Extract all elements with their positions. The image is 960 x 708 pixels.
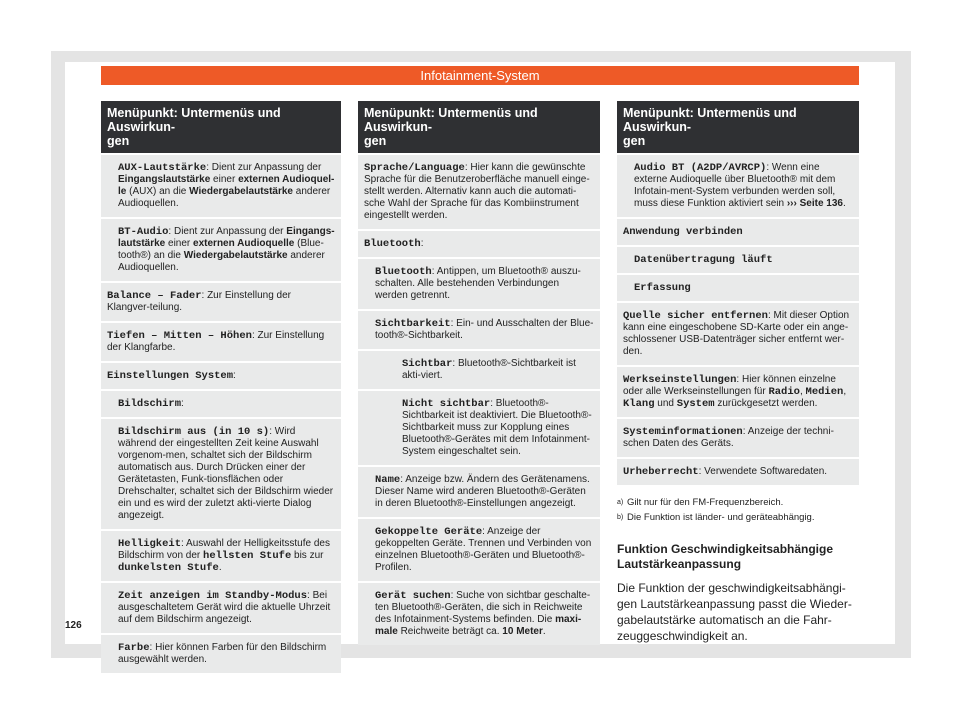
table-row: Name: Anzeige bzw. Ändern des Gerätenamens. Dieser Name wird anderen Bluetooth®-Geräten in deren Bluetooth®-Einstellungen angezeigt.	[358, 467, 600, 517]
table-row: Helligkeit: Auswahl der Helligkeitsstufe des Bildschirm von der hellsten Stufe bis zur dunkelsten Stufe.	[101, 531, 341, 581]
table-row: Sichtbar: Bluetooth®-Sichtbarkeit ist akti-viert.	[358, 351, 600, 389]
table-row: Gekoppelte Geräte: Anzeige der gekoppelten Geräte. Trennen und Verbinden von einzelnen Bluetooth®-Geräten und Bluetooth®-Profilen.	[358, 519, 600, 581]
table-row: Gerät suchen: Suche von sichtbar geschalte-ten Bluetooth®-Geräten, die sich in Reichweite des Infotainment-Systems befinden. Die maxi-male Reichweite beträgt ca. 10 Meter.	[358, 583, 600, 645]
table-row: Bluetooth: Antippen, um Bluetooth® auszu-schalten. Alle bestehenden Verbindungen werden getrennt.	[358, 259, 600, 309]
table-row: Bluetooth:	[358, 231, 600, 257]
footnotes	[617, 497, 859, 524]
page-reference-link: ››› Seite 136	[786, 198, 843, 209]
table-header: Menüpunkt: Untermenüs und Auswirkun- gen	[358, 101, 600, 153]
table-row: Werkseinstellungen: Hier können einzelne oder alle Werkseinstellungen für Radio, Medien, Klang und System zurückgesetzt werden.	[617, 367, 859, 417]
table-row: Systeminformationen: Anzeige der techni-schen Daten des Geräts.	[617, 419, 859, 457]
table-row: Nicht sichtbar: Bluetooth®-Sichtbarkeit ist deaktiviert. Die Bluetooth®-Sichtbarkeit muss zur Kopplung eines Bluetooth®-Gerätes mit dem Infotainment-System eingeschaltet sein.	[358, 391, 600, 465]
table-row: Zeit anzeigen im Standby-Modus: Bei ausgeschaltetem Gerät wird die aktuelle Uhrzeit auf dem Bildschirm angezeigt.	[101, 583, 341, 633]
section-header	[101, 66, 859, 85]
table-row: Erfassung	[617, 275, 859, 301]
footnote: b) Die Funktion ist länder- und geräteabhängig.	[617, 512, 815, 523]
table-row: BT-Audio: Dient zur Anpassung der Eingangs-lautstärke einer externen Audioquelle (Blue-tooth®) an die Wiedergabelautstärke anderer Audioquellen.	[101, 219, 341, 281]
footnote: a) Gilt nur für den FM-Frequenzbereich.	[617, 497, 784, 508]
section-title: Infotainment-System	[420, 68, 540, 83]
column-3	[617, 101, 859, 644]
table-row: Einstellungen System:	[101, 363, 341, 389]
table-row: Anwendung verbinden	[617, 219, 859, 245]
column-1	[101, 101, 341, 673]
page-number: 126	[65, 620, 82, 631]
table-row: Farbe: Hier können Farben für den Bildschirm ausgewählt werden.	[101, 635, 341, 673]
table-row: Bildschirm aus (in 10 s): Wird während der eingestellten Zeit keine Auswahl vorgenom-men, schaltet sich der Bildschirm automatisch aus. Durch Drücken einer der Gerätetasten, Funk-tionsflächen oder Drehschalter, schaltet sich der Bildschirm wieder ein und es wird der zuletzt akti-vierte Dialog angezeigt.	[101, 419, 341, 529]
table-row: Datenübertragung läuft	[617, 247, 859, 273]
table-row: Tiefen – Mitten – Höhen: Zur Einstellung der Klangfarbe.	[101, 323, 341, 361]
table-row: Urheberrecht: Verwendete Softwaredaten.	[617, 459, 859, 485]
table-row: Balance – Fader: Zur Einstellung der Klangver-teilung.	[101, 283, 341, 321]
table-header: Menüpunkt: Untermenüs und Auswirkun- gen	[101, 101, 341, 153]
table-row: Quelle sicher entfernen: Mit dieser Option kann eine eingeschobene SD-Karte oder ein ange-schlossener USB-Datenträger sicher entfernt wer-den.	[617, 303, 859, 365]
table-header: Menüpunkt: Untermenüs und Auswirkun- gen	[617, 101, 859, 153]
table-row: AUX-Lautstärke: Dient zur Anpassung der Eingangslautstärke einer externen Audioquel-le (AUX) an die Wiedergabelautstärke anderer Audioquellen.	[101, 155, 341, 217]
table-row: Bildschirm:	[101, 391, 341, 417]
column-2	[358, 101, 600, 645]
table-row: Sprache/Language: Hier kann die gewünschte Sprache für die Benutzeroberfläche manuell einge-stellt werden. Alternativ kann auch die automati-sche Wahl der Sprache für das Kombiinstrument eingestellt werden.	[358, 155, 600, 229]
body-paragraph: Die Funktion der geschwindigkeitsabhängi-gen Lautstärkeanpassung passt die Wieder-gabelautstärke automatisch an die Fahr-zeuggeschwindigkeit an.	[617, 581, 852, 643]
section-heading: Funktion Geschwindigkeitsabhängige Lautstärkeanpassung	[617, 542, 834, 571]
table-row: Audio BT (A2DP/AVRCP): Wenn eine externe Audioquelle über Bluetooth® mit dem Infotain-ment-System verbunden werden soll, muss diese Funktion aktiviert sein ››› Seite 136.	[617, 155, 859, 217]
table-row: Sichtbarkeit: Ein- und Ausschalten der Blue-tooth®-Sichtbarkeit.	[358, 311, 600, 349]
